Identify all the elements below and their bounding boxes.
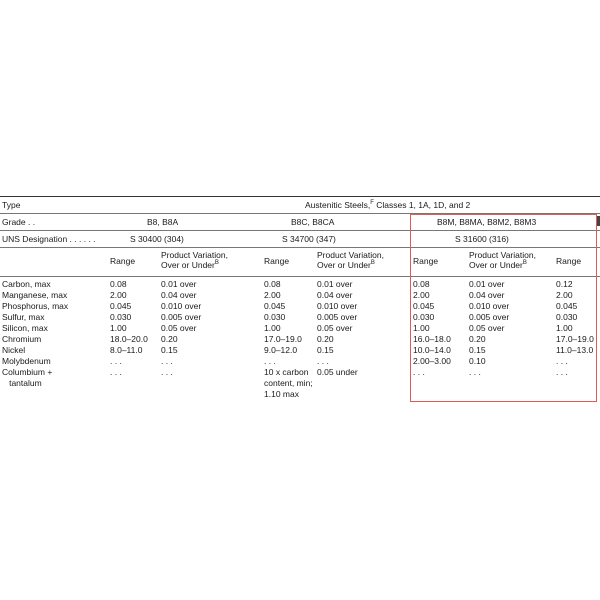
cell: 0.05 over	[469, 323, 505, 333]
element-name: Carbon, max	[2, 279, 51, 289]
col-header-pv-2	[317, 250, 384, 270]
element-name: Columbium +	[2, 367, 53, 377]
cell: 0.030	[110, 312, 132, 322]
cell: . . .	[264, 356, 276, 366]
element-name: tantalum	[2, 378, 42, 388]
cell: 0.005 over	[161, 312, 202, 322]
cell: . . .	[556, 367, 568, 377]
element-name: Nickel	[2, 345, 26, 355]
cell: 0.045	[556, 301, 578, 311]
col2-range-values	[264, 279, 313, 400]
cell: 0.030	[264, 312, 286, 322]
cell: 0.04 over	[317, 290, 353, 300]
element-name: Manganese, max	[2, 290, 68, 300]
cell: 0.05 over	[161, 323, 197, 333]
cell: . . .	[110, 367, 122, 377]
cell: 0.01 over	[317, 279, 353, 289]
uns-30400: S 30400 (304)	[130, 234, 184, 244]
grade-b8c: B8C, B8CA	[291, 217, 335, 227]
cell: 0.045	[110, 301, 132, 311]
grade-label: Grade . .	[2, 217, 36, 227]
col1-range-values	[110, 279, 148, 378]
type-title-rest: Classes 1, 1A, 1D, and 2	[373, 200, 471, 210]
pv-line1: Product Variation,	[161, 250, 228, 260]
cell: 1.00	[264, 323, 281, 333]
cell: 0.15	[469, 345, 486, 355]
cell: 0.005 over	[317, 312, 358, 322]
element-name: Phosphorus, max	[2, 301, 69, 311]
cell: 0.030	[413, 312, 435, 322]
cell: 2.00	[264, 290, 281, 300]
cell: 0.05 over	[317, 323, 353, 333]
type-title	[305, 200, 470, 210]
cell: 11.0–13.0	[556, 345, 594, 355]
cell: 0.15	[161, 345, 178, 355]
cell: . . .	[413, 367, 425, 377]
col1-pv-values	[161, 279, 201, 378]
cell: 2.00	[556, 290, 573, 300]
cell: 2.00	[413, 290, 430, 300]
cell: 0.20	[469, 334, 486, 344]
element-names	[2, 279, 68, 389]
pv-line2: Over or Under$^B$	[161, 260, 219, 270]
cell: 0.20	[161, 334, 178, 344]
cell: 1.00	[413, 323, 430, 333]
element-name: Chromium	[2, 334, 42, 344]
element-name: Silicon, max	[2, 323, 48, 333]
cell: . . .	[317, 356, 329, 366]
col-header-range-4: Range	[556, 256, 582, 266]
cell: 1.10 max	[264, 389, 299, 399]
cell: 1.00	[110, 323, 127, 333]
element-name: Molybdenum	[2, 356, 51, 366]
pv-line1: Product Variation,	[317, 250, 384, 260]
pv-line2: Over or Under$^B$	[317, 260, 375, 270]
cell: . . .	[161, 367, 173, 377]
cell: 17.0–19.0	[556, 334, 594, 344]
cell: 0.05 under	[317, 367, 358, 377]
cell: 18.0–20.0	[110, 334, 148, 344]
cell: 0.01 over	[469, 279, 505, 289]
col-header-pv-1	[161, 250, 228, 270]
cell: 0.01 over	[161, 279, 197, 289]
cell: 0.010 over	[161, 301, 202, 311]
col2-pv-values	[317, 279, 358, 378]
cell: 2.00–3.00	[413, 356, 451, 366]
cell: 10.0–14.0	[413, 345, 451, 355]
table-top-rule	[0, 196, 600, 197]
grade-b8m: B8M, B8MA, B8M2, B8M3	[437, 217, 537, 227]
col-header-range-3: Range	[413, 256, 439, 266]
type-title-footnote: F	[370, 200, 374, 207]
cell: 0.005 over	[469, 312, 510, 322]
cell: 0.10	[469, 356, 486, 366]
cell: 0.045	[413, 301, 435, 311]
cell: 0.20	[317, 334, 334, 344]
element-name: Sulfur, max	[2, 312, 45, 322]
cell: 0.08	[110, 279, 127, 289]
col-header-range-2: Range	[264, 256, 290, 266]
cell: 0.010 over	[317, 301, 358, 311]
uns-label: UNS Designation . . . . . .	[2, 234, 96, 244]
cell: 0.04 over	[161, 290, 197, 300]
cell: 0.045	[264, 301, 286, 311]
cell: 0.15	[317, 345, 334, 355]
cell: . . .	[556, 356, 568, 366]
cell: 1.00	[556, 323, 573, 333]
cell: 0.04 over	[469, 290, 505, 300]
cell: 0.08	[264, 279, 281, 289]
pv-line1: Product Variation,	[469, 250, 536, 260]
col-header-range-1: Range	[110, 256, 136, 266]
uns-34700: S 34700 (347)	[282, 234, 336, 244]
grade-b8: B8, B8A	[147, 217, 179, 227]
cell: 9.0–12.0	[264, 345, 298, 355]
cell: 0.08	[413, 279, 430, 289]
cell: 0.12	[556, 279, 573, 289]
cell: . . .	[469, 367, 481, 377]
cell: content, min;	[264, 378, 313, 388]
type-title-main: Austenitic Steels,	[305, 200, 371, 210]
cell: . . .	[110, 356, 122, 366]
cell: 2.00	[110, 290, 127, 300]
uns-31600: S 31600 (316)	[455, 234, 509, 244]
cell: 8.0–11.0	[110, 345, 143, 355]
cell: 17.0–19.0	[264, 334, 302, 344]
type-label: Type	[2, 200, 21, 210]
pv-line2: Over or Under$^B$	[469, 260, 527, 270]
highlight-box-b8m	[410, 214, 597, 402]
cell: 16.0–18.0	[413, 334, 451, 344]
cell: 10 x carbon	[264, 367, 309, 377]
cell: 0.010 over	[469, 301, 510, 311]
cell: . . .	[161, 356, 173, 366]
cell: 0.030	[556, 312, 578, 322]
